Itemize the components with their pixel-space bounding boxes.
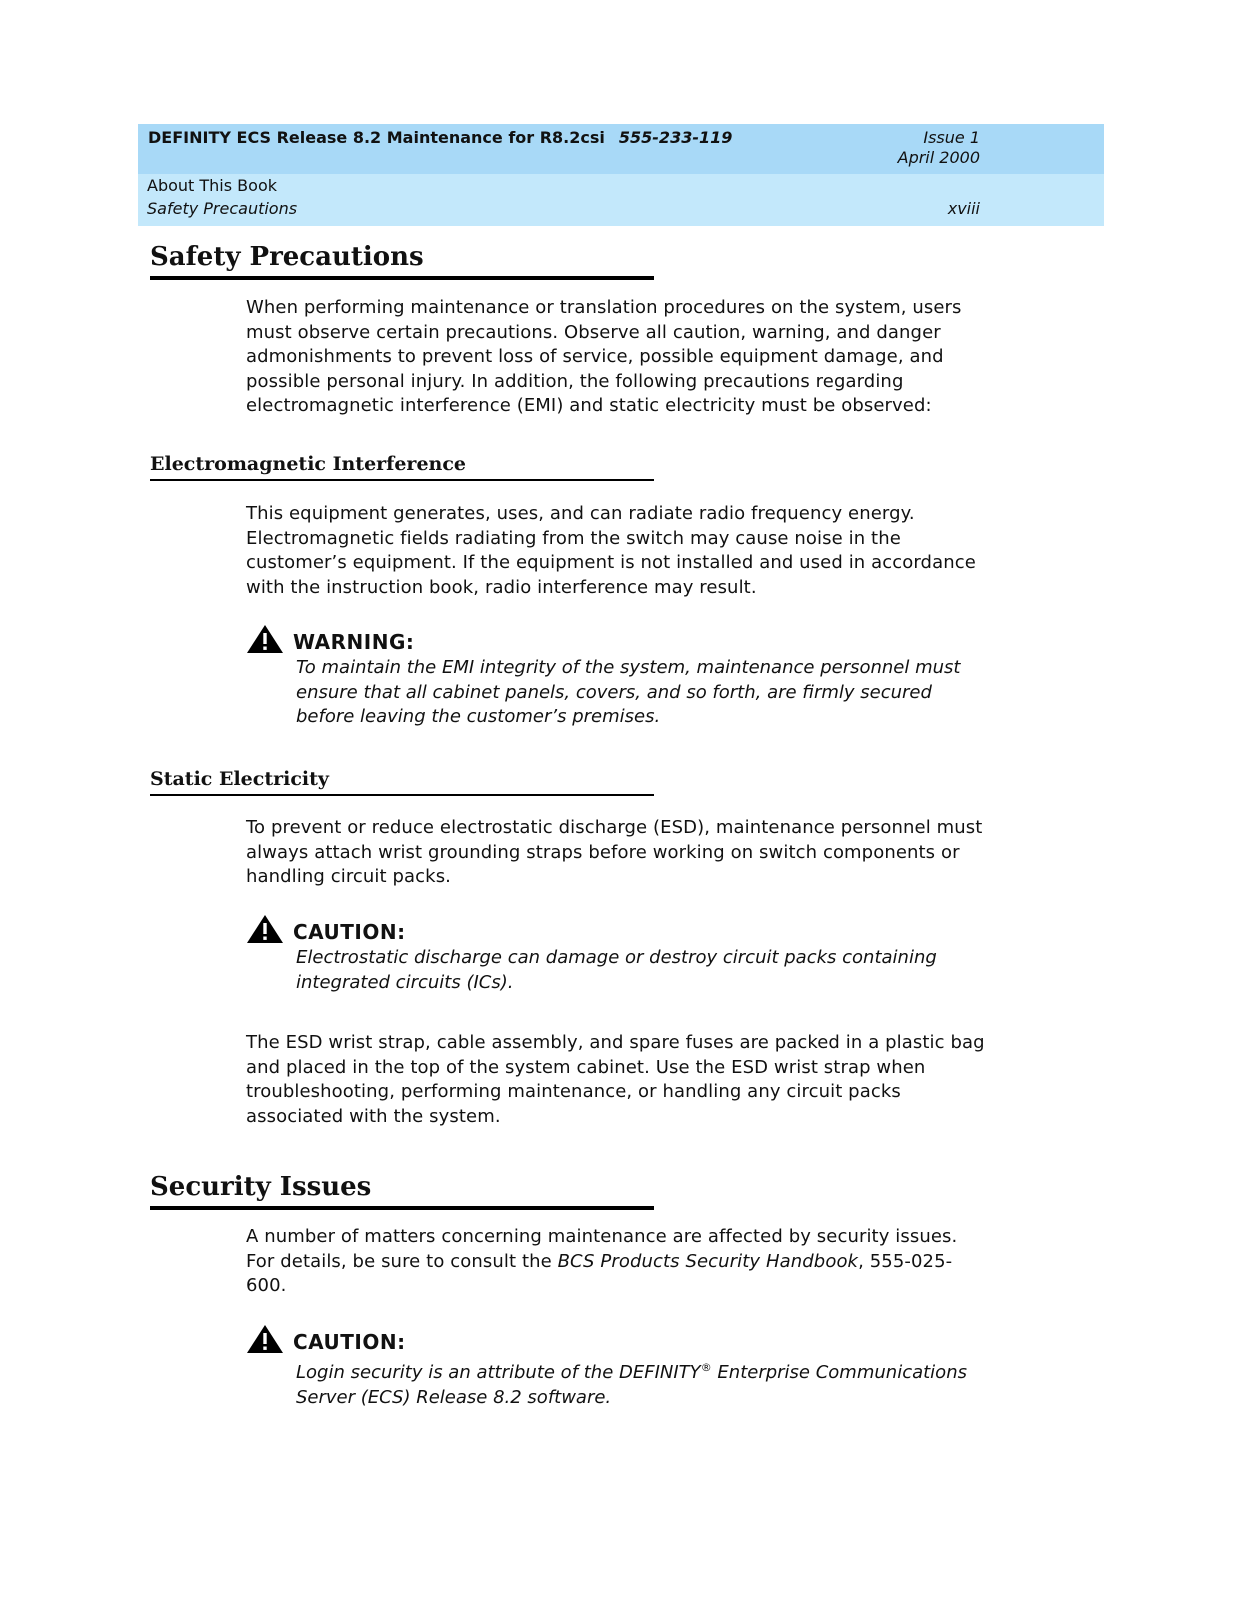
security-caution-suffix: Enterprise Communications Server (ECS) Release 8.2 software. bbox=[296, 1362, 967, 1408]
safety-intro-paragraph: When performing maintenance or translation procedures on the system, users must observe certain precautions. Observe all caution, warning, and danger admonishments to prevent loss of service, possible equipment damage, and possible personal injury. In addition, the following precautions regarding electromagnetic interference (EMI) and static electricity must be observed: bbox=[246, 297, 962, 416]
document-title bbox=[148, 128, 732, 147]
registered-mark: ® bbox=[700, 1361, 712, 1374]
security-text-prefix: A number of matters concerning maintenance are affected by security issues. For details, be sure to consult the bbox=[246, 1226, 958, 1272]
document-title-text: DEFINITY ECS Release 8.2 Maintenance for R8.2csi bbox=[148, 128, 605, 147]
header-bottom-band bbox=[138, 174, 1104, 226]
caution-label: CAUTION: bbox=[293, 1330, 406, 1354]
security-paragraph bbox=[246, 1225, 986, 1299]
static-paragraph: To prevent or reduce electrostatic discharge (ESD), maintenance personnel must always attach wrist grounding straps before working on switch components or handling circuit packs. bbox=[246, 817, 983, 887]
security-handbook-title: BCS Products Security Handbook bbox=[557, 1250, 859, 1272]
caution-label: CAUTION: bbox=[293, 920, 406, 944]
warning-triangle-icon bbox=[246, 624, 284, 654]
caution-text: Electrostatic discharge can damage or destroy circuit packs containing integrated circuits (ICs). bbox=[296, 947, 937, 993]
issue-date: April 2000 bbox=[897, 148, 980, 167]
heading-static-electricity: Static Electricity bbox=[150, 767, 654, 796]
header-top-band bbox=[138, 124, 1104, 174]
issue-info bbox=[898, 128, 980, 168]
chapter-name: About This Book bbox=[147, 176, 277, 195]
issue-number: Issue 1 bbox=[923, 128, 980, 147]
caution-triangle-icon bbox=[246, 1324, 284, 1354]
security-text-suffix: , 555-025-600. bbox=[246, 1250, 953, 1296]
document-number: 555-233-119 bbox=[618, 128, 733, 147]
page-number: xviii bbox=[947, 199, 980, 218]
emi-paragraph: This equipment generates, uses, and can radiate radio frequency energy. Electromagnetic fields radiating from the switch may cause noise in the customer’s equipment. If the equipment is not installed and used in accordance with the instruction book, radio interference may result. bbox=[246, 503, 976, 598]
heading-safety-precautions: Safety Precautions bbox=[150, 240, 654, 280]
esd-wrist-strap-paragraph: The ESD wrist strap, cable assembly, and spare fuses are packed in a plastic bag and placed in the top of the system cabinet. Use the ESD wrist strap when troubleshooting, performing maintenance, or handling any circuit packs associated with the system. bbox=[246, 1032, 985, 1127]
warning-label: WARNING: bbox=[293, 630, 415, 654]
security-caution-text bbox=[296, 1356, 986, 1410]
warning-text: To maintain the EMI integrity of the system, maintenance personnel must ensure that all cabinet panels, covers, and so forth, are firmly secured before leaving the customer’s premises. bbox=[296, 657, 961, 727]
security-caution-prefix: Login security is an attribute of the DEFINITY bbox=[296, 1362, 701, 1383]
heading-security-issues: Security Issues bbox=[150, 1170, 654, 1210]
heading-electromagnetic-interference: Electromagnetic Interference bbox=[150, 452, 654, 481]
caution-triangle-icon bbox=[246, 914, 284, 944]
section-name: Safety Precautions bbox=[147, 199, 298, 218]
